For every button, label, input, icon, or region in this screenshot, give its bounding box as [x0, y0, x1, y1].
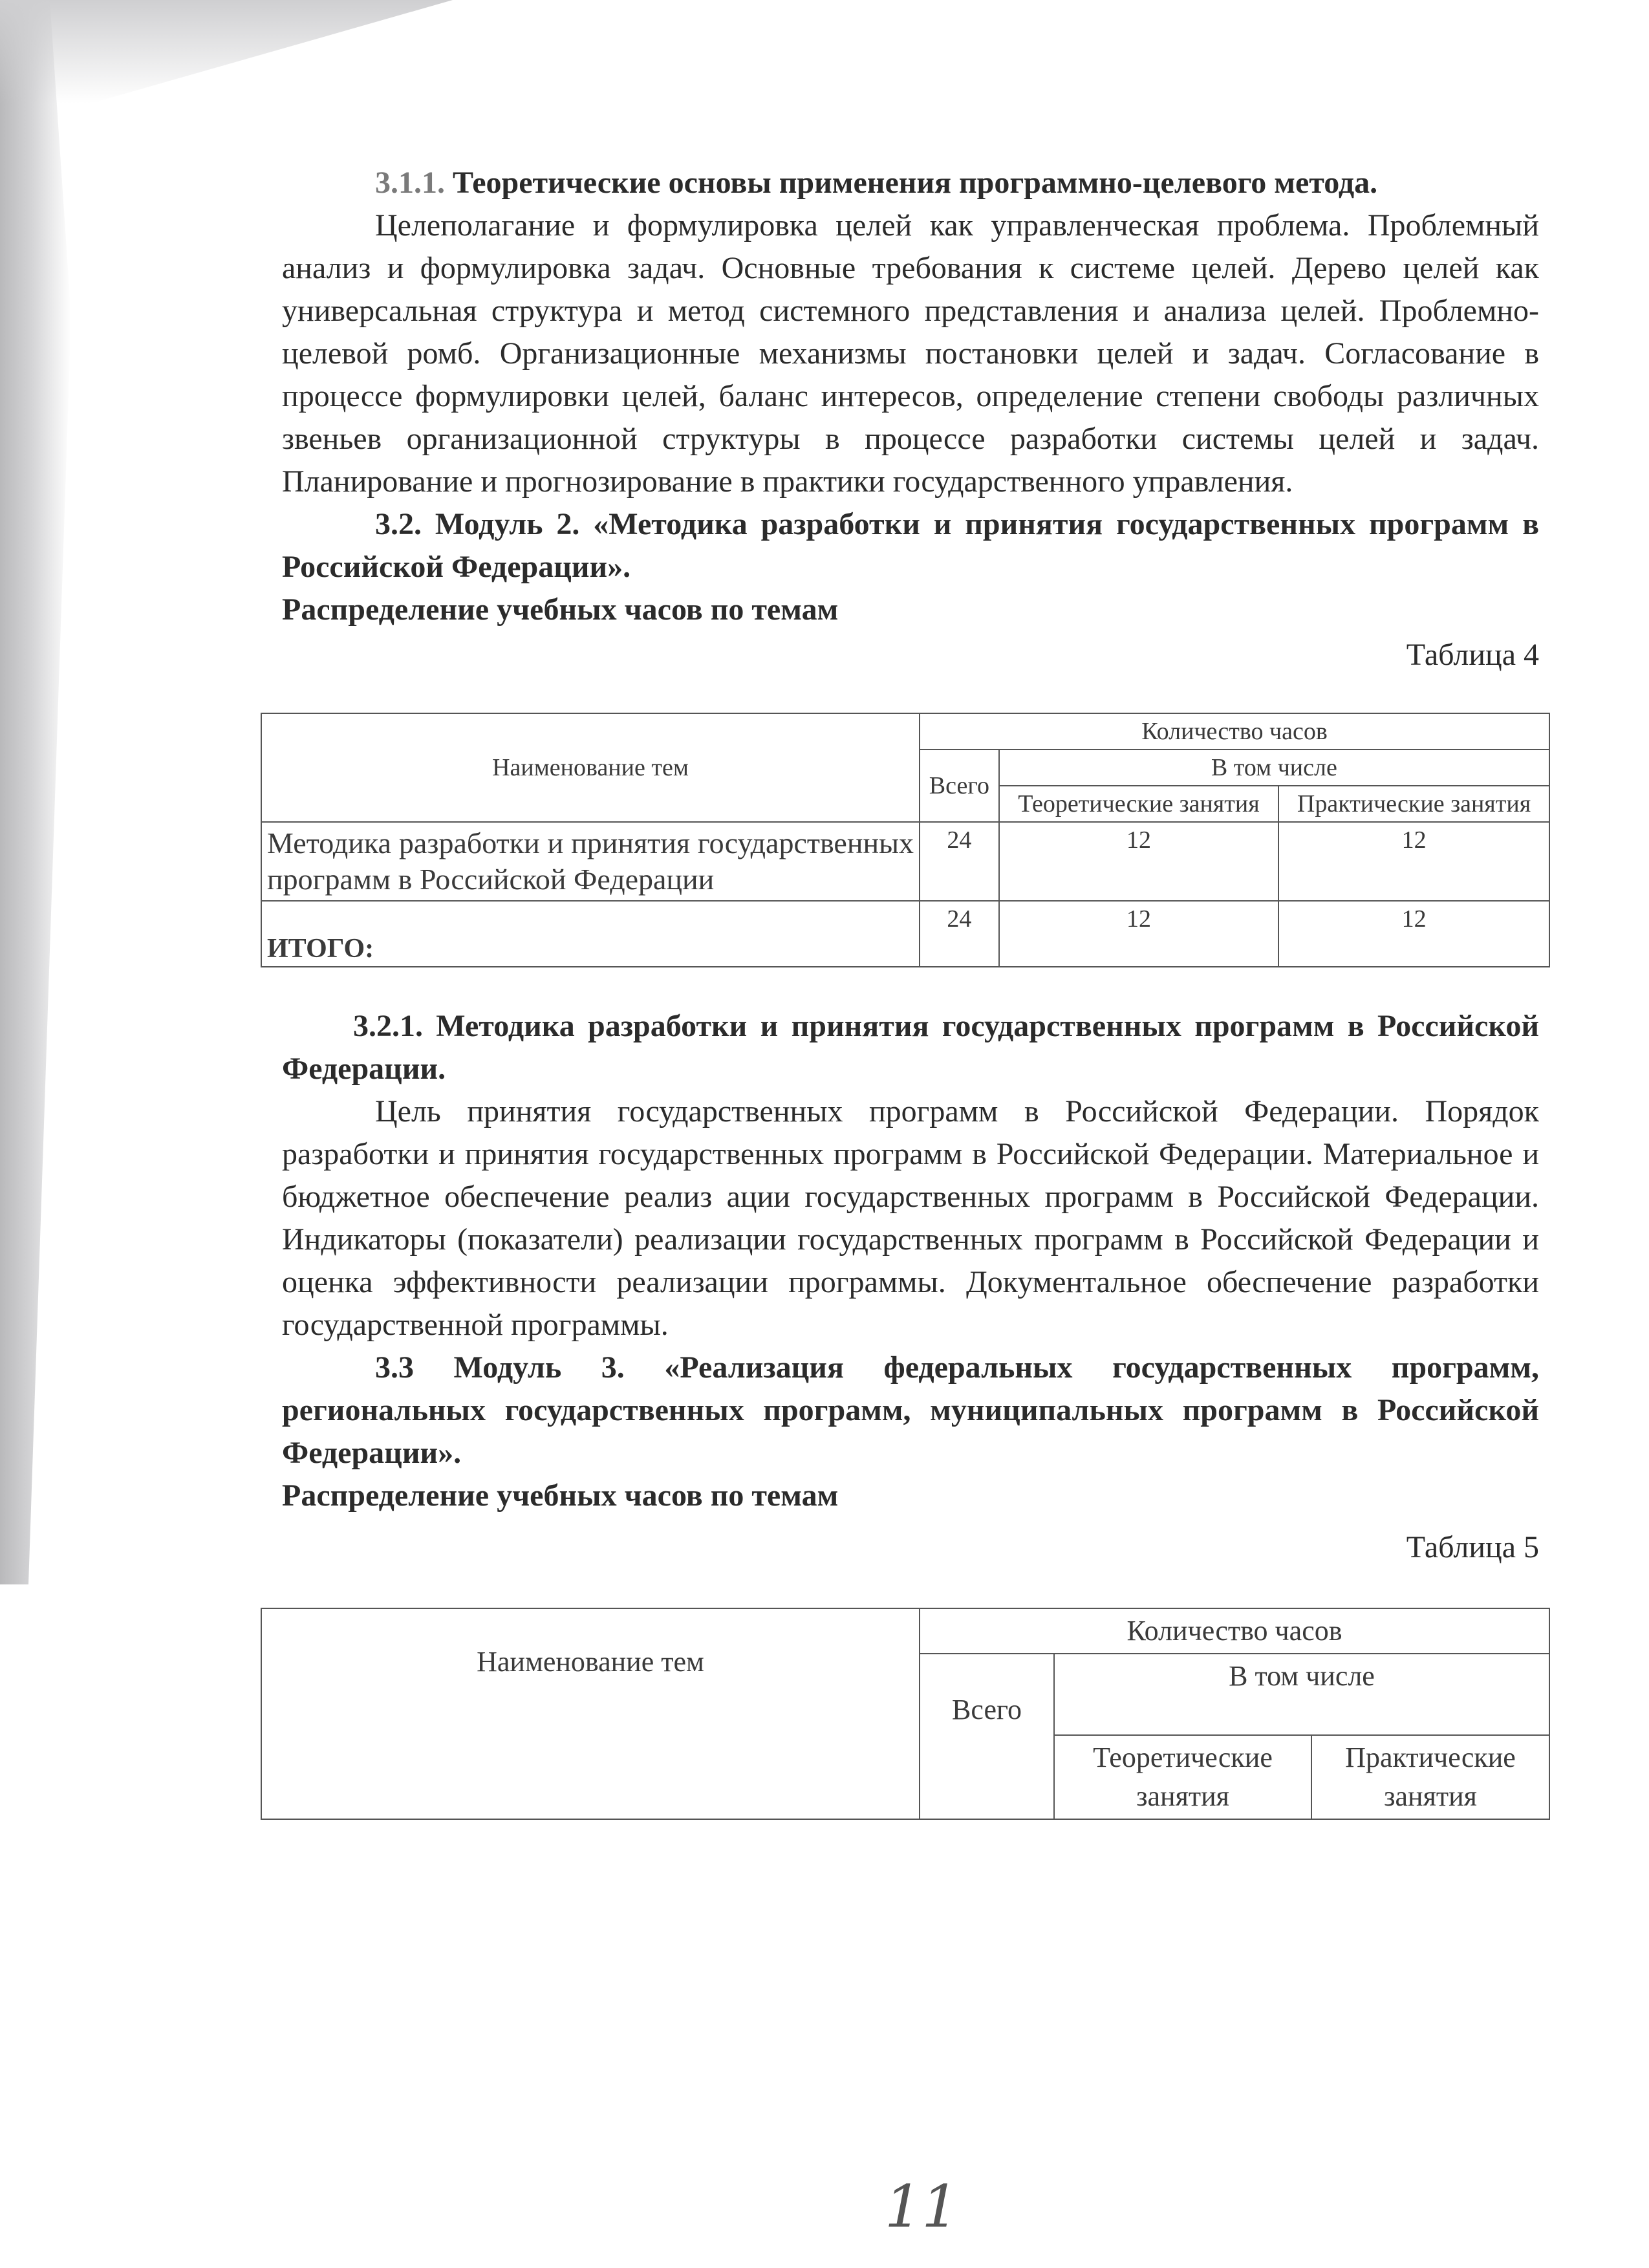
table4-total-label: ИТОГО: — [261, 901, 920, 967]
table4-header-total: Всего — [920, 750, 999, 822]
table4-total-theory: 12 — [999, 901, 1278, 967]
table4-row-total: 24 — [920, 822, 999, 901]
page-number: 11 — [885, 2173, 959, 2241]
table4 — [261, 713, 1550, 967]
table4-header-theory: Теоретические занятия — [999, 786, 1278, 822]
section-331-number: 3.1.1. — [375, 166, 445, 200]
scan-shadow — [0, 0, 71, 1584]
table4-label: Таблица 4 — [1406, 638, 1539, 672]
table4-header-hours: Количество часов — [920, 713, 1549, 750]
table5-header-hours: Количество часов — [920, 1608, 1549, 1654]
document-page — [267, 162, 1539, 1820]
section-321-heading: 3.2.1. Методика разработки и принятия государственных программ в Российской Федерации. — [282, 1009, 1539, 1086]
table5-header-theory: Теоретические занятия — [1054, 1735, 1311, 1819]
table4-total-total: 24 — [920, 901, 999, 967]
module3-heading: 3.3 Модуль 3. «Реализация федеральных государственных программ, региональных государственных программ, муниципальных программ в Российской Федерации». — [282, 1350, 1539, 1470]
table5-label: Таблица 5 — [1406, 1530, 1539, 1564]
table5-header-practice: Практические занятия — [1311, 1735, 1549, 1819]
table4-header-name: Наименование тем — [261, 713, 920, 822]
table5 — [261, 1608, 1550, 1820]
module3-subheading: Распределение учебных часов по темам — [282, 1478, 839, 1513]
table-row — [261, 822, 1549, 901]
table5-header-name: Наименование тем — [261, 1608, 920, 1819]
module2-heading: 3.2. Модуль 2. «Методика разработки и принятия государственных программ в Российской Федерации». — [282, 507, 1539, 584]
module2-subheading: Распределение учебных часов по темам — [282, 592, 839, 627]
section-331-body: Целеполагание и формулировка целей как управленческая проблема. Проблемный анализ и формулировка задач. Основные требования к системе целей. Дерево целей как универсальная структура и метод системного представления и анализа целей. Проблемно-целевой ромб. Организационные механизмы постановки целей и задач. Согласование в процессе формулировки целей, баланс интересов, определение степени свободы различных звеньев организационной структуры в процессе разработки системы целей и задач. Планирование и прогнозирование в практики государственного управления. — [282, 208, 1539, 499]
table5-header-total: Всего — [920, 1654, 1054, 1819]
table4-row-theory: 12 — [999, 822, 1278, 901]
table4-header-practice: Практические занятия — [1278, 786, 1549, 822]
table4-header-including: В том числе — [999, 750, 1549, 786]
scan-shadow-top — [0, 0, 453, 103]
section-331-heading — [282, 162, 1539, 204]
table4-row-name: Методика разработки и принятия государственных программ в Российской Федерации — [261, 822, 920, 901]
table4-total-practice: 12 — [1278, 901, 1549, 967]
section-331-title: Теоретические основы применения программно-целевого метода. — [453, 166, 1378, 200]
section-321-body: Цель принятия государственных программ в Российской Федерации. Порядок разработки и принятия государственных программ в Российской Федерации. Материальное и бюджетное обеспечение реализ ации государственных программ в Российской Федерации. Индикаторы (показатели) реализации государственных программ в Российской Федерации и оценка эффективности реализации программы. Документальное обеспечение разработки государственной программы. — [282, 1094, 1539, 1342]
table5-header-including: В том числе — [1054, 1654, 1549, 1735]
table4-row-practice: 12 — [1278, 822, 1549, 901]
table-row-total — [261, 901, 1549, 967]
